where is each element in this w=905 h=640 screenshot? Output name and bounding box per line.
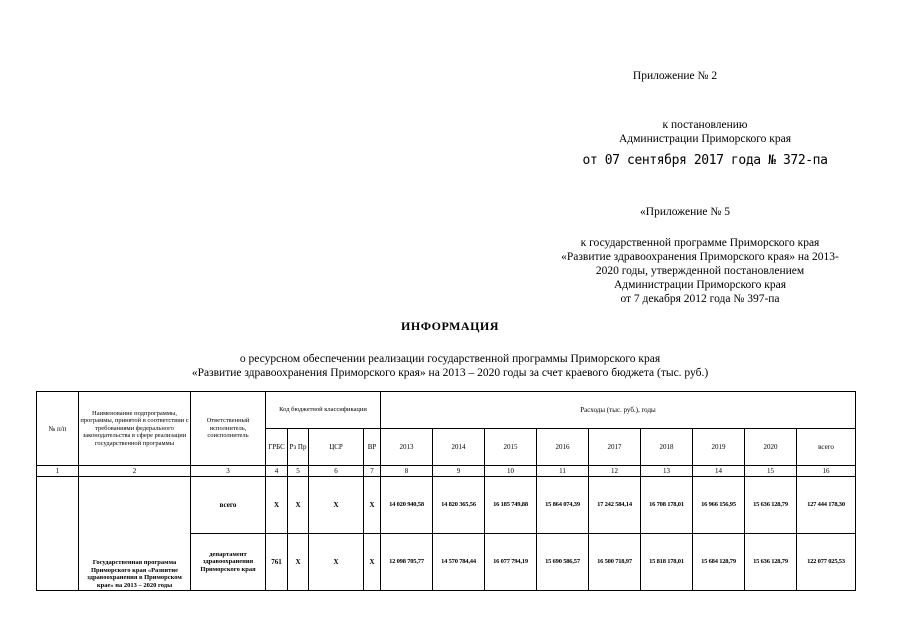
row-number-cell bbox=[37, 477, 79, 591]
row-executor: всего bbox=[191, 477, 266, 534]
value-2016: 15 864 074,39 bbox=[537, 477, 589, 534]
row-grbs: Х bbox=[266, 477, 288, 534]
header-grbs: ГРБС bbox=[266, 429, 288, 466]
col-number: 7 bbox=[364, 466, 381, 477]
col-number: 3 bbox=[191, 466, 266, 477]
col-number: 10 bbox=[485, 466, 537, 477]
value-2015: 16 077 794,19 bbox=[485, 534, 537, 591]
resolution-label: к постановлению bbox=[662, 119, 748, 131]
header-total: всего bbox=[797, 429, 856, 466]
col-number: 13 bbox=[641, 466, 693, 477]
subtitle-line-1: о ресурсном обеспечении реализации государственной программы Приморского края bbox=[239, 353, 661, 365]
header-year-2020: 2020 bbox=[745, 429, 797, 466]
col-number: 4 bbox=[266, 466, 288, 477]
administration-label: Администрации Приморского края bbox=[619, 133, 791, 145]
header-csr: ЦСР bbox=[309, 429, 364, 466]
header-executor: Ответственный исполнитель, соисполнитель bbox=[191, 392, 266, 466]
document-title: ИНФОРМАЦИЯ bbox=[401, 319, 499, 333]
col-number: 16 bbox=[797, 466, 856, 477]
row-vr: Х bbox=[364, 477, 381, 534]
col-number: 6 bbox=[309, 466, 364, 477]
row-csr: Х bbox=[309, 477, 364, 534]
value-2018: 16 708 178,01 bbox=[641, 477, 693, 534]
value-2014: 14 570 784,44 bbox=[433, 534, 485, 591]
col-number: 12 bbox=[589, 466, 641, 477]
value-2016: 15 690 586,57 bbox=[537, 534, 589, 591]
value-2017: 16 500 718,97 bbox=[589, 534, 641, 591]
annex-line-4: Администрации Приморского края bbox=[614, 279, 786, 291]
header-year-2017: 2017 bbox=[589, 429, 641, 466]
value-2020: 15 636 128,79 bbox=[745, 534, 797, 591]
value-2013: 12 098 705,77 bbox=[381, 534, 433, 591]
col-number: 2 bbox=[79, 466, 191, 477]
header-year-2019: 2019 bbox=[693, 429, 745, 466]
value-2014: 14 820 365,56 bbox=[433, 477, 485, 534]
row-executor: департамент здравоохранения Приморского края bbox=[191, 534, 266, 591]
resource-table bbox=[36, 391, 856, 591]
row-rzpr: Х bbox=[288, 477, 309, 534]
value-2019: 15 684 128,79 bbox=[693, 534, 745, 591]
col-number: 5 bbox=[288, 466, 309, 477]
value-2020: 15 636 128,79 bbox=[745, 477, 797, 534]
row-rzpr: Х bbox=[288, 534, 309, 591]
value-total: 122 077 025,53 bbox=[797, 534, 856, 591]
value-total: 127 444 178,30 bbox=[797, 477, 856, 534]
header-year-2018: 2018 bbox=[641, 429, 693, 466]
header-budget-code: Код бюджетной классификации bbox=[266, 392, 381, 429]
annex-line-1: к государственной программе Приморского края bbox=[580, 237, 820, 249]
header-year-2014: 2014 bbox=[433, 429, 485, 466]
col-number: 15 bbox=[745, 466, 797, 477]
program-name-cell: Государственная программа Приморского края «Развитие здравоохранения в Приморском крае» на 2013 – 2020 годы bbox=[79, 477, 191, 591]
value-2017: 17 242 584,14 bbox=[589, 477, 641, 534]
col-number: 14 bbox=[693, 466, 745, 477]
col-number: 9 bbox=[433, 466, 485, 477]
subtitle-line-2: «Развитие здравоохранения Приморского края» на 2013 – 2020 годы за счет краевого бюджета (тыс. руб.) bbox=[191, 367, 709, 379]
column-number-row bbox=[37, 466, 856, 477]
value-2015: 16 185 749,88 bbox=[485, 477, 537, 534]
annex-line-2: «Развитие здравоохранения Приморского края» на 2013- bbox=[561, 251, 839, 263]
header-name: Наименование подпрограммы, программы, принятой в соответствии с требованиями федерального законодательства в сфере реализации государственной программы bbox=[79, 392, 191, 466]
annex-line-5: от 7 декабря 2012 года № 397-па bbox=[620, 293, 780, 305]
header-year-2015: 2015 bbox=[485, 429, 537, 466]
row-vr: Х bbox=[364, 534, 381, 591]
row-csr: Х bbox=[309, 534, 364, 591]
col-number: 8 bbox=[381, 466, 433, 477]
decree-date-stamp: от 07 сентября 2017 года № 372-па bbox=[582, 153, 828, 168]
header-rzpr: Рз Пр bbox=[288, 429, 309, 466]
value-2018: 15 818 178,01 bbox=[641, 534, 693, 591]
header-expenses: Расходы (тыс. руб.), годы bbox=[381, 392, 856, 429]
header-year-2013: 2013 bbox=[381, 429, 433, 466]
header-vr: ВР bbox=[364, 429, 381, 466]
row-grbs: 761 bbox=[266, 534, 288, 591]
header-number: № п/п bbox=[37, 392, 79, 466]
value-2019: 16 966 156,95 bbox=[693, 477, 745, 534]
annex-title: «Приложение № 5 bbox=[640, 206, 730, 218]
value-2013: 14 020 940,58 bbox=[381, 477, 433, 534]
appendix-number: Приложение № 2 bbox=[632, 70, 718, 82]
col-number: 1 bbox=[37, 466, 79, 477]
col-number: 11 bbox=[537, 466, 589, 477]
table-row bbox=[37, 477, 856, 534]
annex-line-3: 2020 годы, утвержденной постановлением bbox=[595, 265, 805, 277]
header-year-2016: 2016 bbox=[537, 429, 589, 466]
